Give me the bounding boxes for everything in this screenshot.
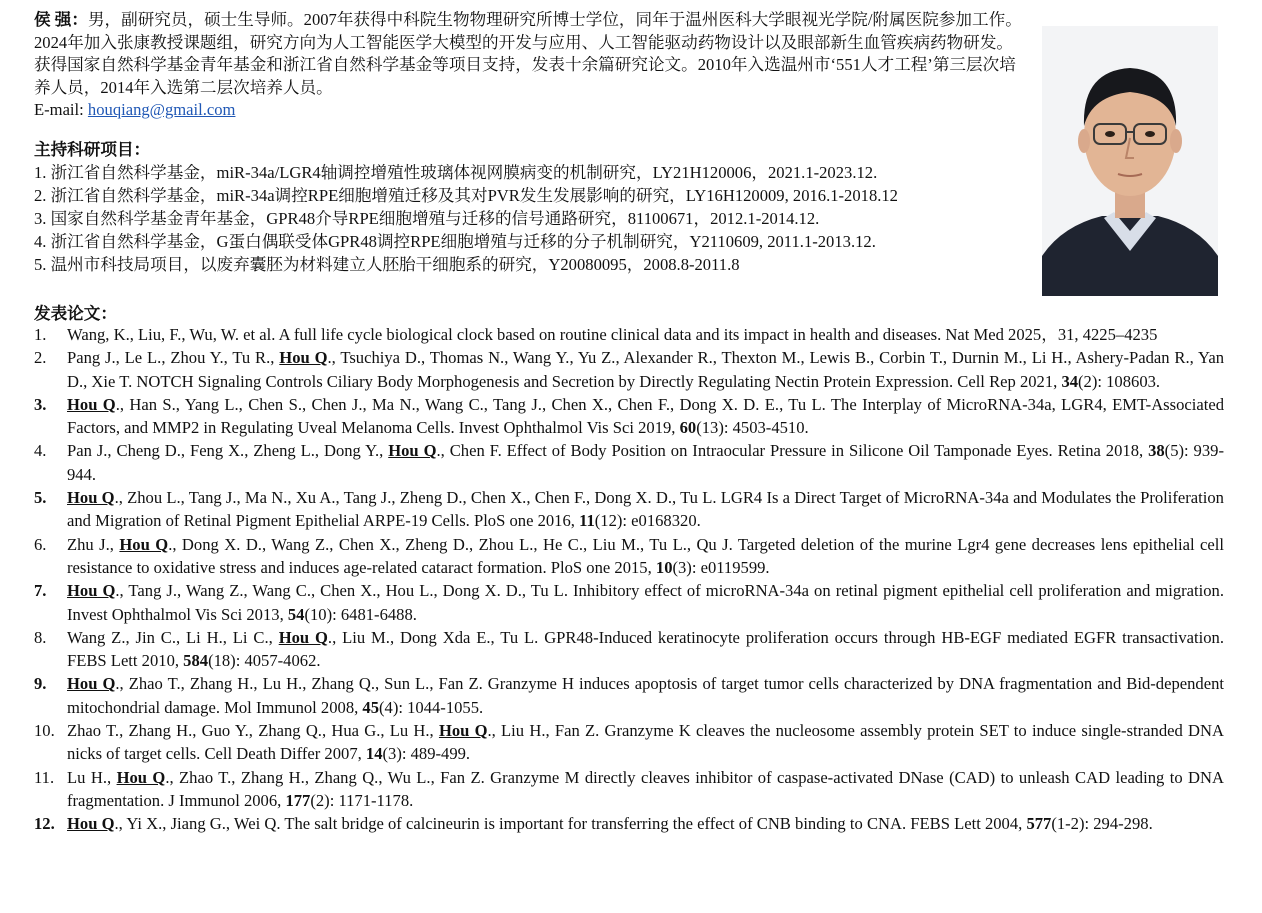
citation-volume: 38 [1148,441,1165,461]
publication-number: 11. [34,767,55,787]
project-item: 1. 浙江省自然科学基金，miR-34a/LGR4轴调控增殖性玻璃体视网膜病变的机制研究，LY21H120006，2021.1-2023.12. [34,163,878,182]
citation-pages: (3): 489-499. [382,744,471,764]
publication-citation [67,486,1224,533]
publication-item [34,486,1224,533]
citation-body: ., Zhao T., Zhang H., Lu H., Zhang Q., Sun L., Fan Z. Granzyme H induces apoptosis of target tumor cells characterized by DNA fragmentation and Bid-dependent mitochondrial damage. Mol Immunol 2008, [67,674,1224,717]
publication-number: 3. [34,394,47,414]
publication-citation [67,719,1224,766]
publication-item [34,579,1224,626]
publication-item [34,719,1224,766]
publication-citation [67,672,1224,719]
publication-citation [67,439,1224,486]
highlighted-author: Hou Q [67,394,116,414]
publication-citation [67,346,1224,393]
publication-number: 9. [34,674,47,694]
publication-number: 8. [34,627,47,647]
publication-item [34,393,1224,440]
citation-pages: (3): e0119599. [672,557,770,577]
publication-citation [67,766,1224,813]
highlighted-author: Hou Q [279,348,328,368]
citation-volume: 10 [655,557,673,577]
publication-number: 2. [34,348,47,368]
citation-volume: 577 [1026,814,1052,834]
citation-body: ., Dong X. D., Wang Z., Chen X., Zheng D., Zhou L., He C., Liu M., Tu L., Qu J. Targeted deletion of the murine Lgr4 gene decreases lens epithelial cell resistance to oxidative stress and induces age-related cataract formation. PloS one 2015, [67,534,1225,577]
publication-item [34,439,1224,486]
highlighted-author: Hou Q [278,627,328,647]
publication-number: 12. [34,814,55,834]
email-link[interactable]: houqiang@gmail.com [87,100,236,119]
publications-heading: 发表论文： [34,304,117,323]
highlighted-author: Hou Q [67,674,116,694]
person-name: 侯 强： [34,10,88,29]
citation-volume: 54 [287,604,305,624]
profile-photo [1042,26,1218,296]
highlighted-author: Hou Q [67,814,115,834]
publication-number: 7. [34,581,47,601]
citation-pages: (2): 1171-1178. [310,790,414,810]
publication-item [34,672,1224,719]
highlighted-author: Hou Q [67,488,115,508]
citation-volume: 60 [679,418,697,438]
citation-pages: (5): 939-944. [67,441,1224,484]
highlighted-author: Hou Q [388,441,437,461]
citation-volume: 584 [183,651,209,671]
citation-body: ., Han S., Yang L., Chen S., Chen J., Ma N., Wang C., Tang J., Chen X., Chen F., Dong X. D. E., Tu L. The Interplay of MicroRNA-34a, LGR4, EMT-Associated Factors, and MMP2 in Regulating Uveal Melanoma Cells. Invest Ophthalmol Vis Sci 2019, [67,394,1224,438]
citation-body: ., Tsuchiya D., Thomas N., Wang Y., Yu Z., Alexander R., Thexton M., Lewis B., Corbin T., Durnin M., Li H., Ashery-Padan R., Yan D., Xie T. NOTCH Signaling Controls Ciliary Body Morphogenesis and Secretion by Directly Regulating Nectin Protein Expression. Cell Rep 2021, [67,348,1225,391]
publication-number: 10. [34,721,55,741]
citation-body: ., Chen F. Effect of Body Position on Intraocular Pressure in Silicone Oil Tamponade Eyes. Retina 2018, [436,441,1149,461]
project-item: 2. 浙江省自然科学基金，miR-34a调控RPE细胞增殖迁移及其对PVR发生发展影响的研究，LY16H120009, 2016.1-2018.12 [34,186,898,205]
citation-authors-pre: Wang, K., Liu, F., Wu, W. et al. A full life cycle biological clock based on routine clinical data and its impact in health and diseases. Nat Med 2025，31, 4225–4235 [67,325,1158,344]
citation-volume: 11 [579,511,595,531]
project-item: 3. 国家自然科学基金青年基金，GPR48介导RPE细胞增殖与迁移的信号通路研究，81100671，2012.1-2014.12. [34,209,820,228]
publication-citation [67,579,1224,626]
project-item: 4. 浙江省自然科学基金，G蛋白偶联受体GPR48调控RPE细胞增殖与迁移的分子机制研究，Y2110609, 2011.1-2013.12. [34,232,876,251]
publication-number: 5. [34,488,47,508]
publication-citation [67,393,1224,440]
project-item: 5. 温州市科技局项目，以废弃囊胚为材料建立人胚胎干细胞系的研究，Y20080095，2008.8-2011.8 [34,255,740,274]
citation-authors-pre: Zhao T., Zhang H., Guo Y., Zhang Q., Hua G., Lu H., [67,721,439,741]
citation-authors-pre: Pan J., Cheng D., Feng X., Zheng L., Dong Y., [67,441,389,461]
citation-pages: (10): 6481-6488. [304,604,417,624]
citation-authors-pre: Lu H., [67,767,117,787]
publication-item [34,533,1224,580]
citation-body: ., Zhao T., Zhang H., Zhang Q., Wu L., Fan Z. Granzyme M directly cleaves inhibitor of caspase-activated DNase (CAD) to unleash CAD leading to DNA fragmentation. J Immunol 2006, [67,767,1225,810]
publication-item [34,323,1224,346]
publication-citation [67,812,1224,835]
citation-pages: (18): 4057-4062. [208,651,321,671]
projects-heading: 主持科研项目： [34,140,151,159]
citation-authors-pre: Zhu J., [67,534,120,554]
citation-volume: 34 [1061,371,1079,391]
email-label: E-mail: [34,100,88,119]
highlighted-author: Hou Q [116,767,166,787]
publication-citation [67,626,1224,673]
citation-volume: 45 [362,697,380,717]
citation-pages: (1-2): 294-298. [1051,814,1153,834]
citation-body: ., Zhou L., Tang J., Ma N., Xu A., Tang J., Zheng D., Chen X., Chen F., Dong X. D., Tu L. LGR4 Is a Direct Target of MicroRNA-34a and Modulates the Proliferation and Migration of Retinal Pigment Epithelial ARPE-19 Cells. PloS one 2016, [67,488,1224,531]
publications-list [34,323,1224,836]
citation-body: ., Liu M., Dong Xda E., Tu L. GPR48-Induced keratinocyte proliferation occurs through HB-EGF mediated EGFR transactivation. FEBS Lett 2010, [67,627,1224,671]
publication-citation [67,323,1224,346]
citation-pages: (13): 4503-4510. [696,418,809,438]
publication-number: 4. [34,441,47,461]
publication-citation [67,533,1224,580]
citation-pages: (4): 1044-1055. [379,697,484,717]
citation-pages: (2): 108603. [1078,371,1161,391]
citation-body: ., Yi X., Jiang G., Wei Q. The salt bridge of calcineurin is important for transferring the effect of CNB binding to CNA. FEBS Lett 2004, [114,814,1027,834]
citation-pages: (12): e0168320. [594,511,701,531]
bio-paragraph [34,9,1024,122]
citation-authors-pre: Wang Z., Jin C., Li H., Li C., [67,627,279,647]
projects-list [34,161,1044,276]
bio-text: 男，副研究员，硕士生导师。2007年获得中科院生物物理研究所博士学位，同年于温州医科大学眼视光学院/附属医院参加工作。2024年加入张康教授课题组，研究方向为人工智能医学大模型的开发与应用、人工智能驱动药物设计以及眼部新生血管疾病药物研发。获得国家自然科学基金青年基金和浙江省自然科学基金等项目支持，发表十余篇研究论文。2010年入选温州市‘551人才工程’第三层次培养人员，2014年入选第二层次培养人员。 [34,10,1022,97]
publication-item [34,626,1224,673]
citation-volume: 177 [285,790,311,810]
publication-item [34,346,1224,393]
publication-item [34,766,1224,813]
highlighted-author: Hou Q [119,534,169,554]
citation-volume: 14 [365,744,383,764]
highlighted-author: Hou Q [438,721,488,741]
citation-authors-pre: Pang J., Le L., Zhou Y., Tu R., [67,348,280,368]
publication-number: 6. [34,534,47,554]
publication-number: 1. [34,325,47,344]
portrait-image [1042,26,1218,296]
citation-body: ., Liu H., Fan Z. Granzyme K cleaves the nucleosome assembly protein SET to induce single-stranded DNA nicks of target cells. Cell Death Differ 2007, [67,721,1224,764]
publication-item [34,812,1224,835]
citation-body: ., Tang J., Wang Z., Wang C., Chen X., Hou L., Dong X. D., Tu L. Inhibitory effect of microRNA-34a on retinal pigment epithelial cell proliferation and migration. Invest Ophthalmol Vis Sci 2013, [67,581,1224,624]
highlighted-author: Hou Q [67,581,116,601]
